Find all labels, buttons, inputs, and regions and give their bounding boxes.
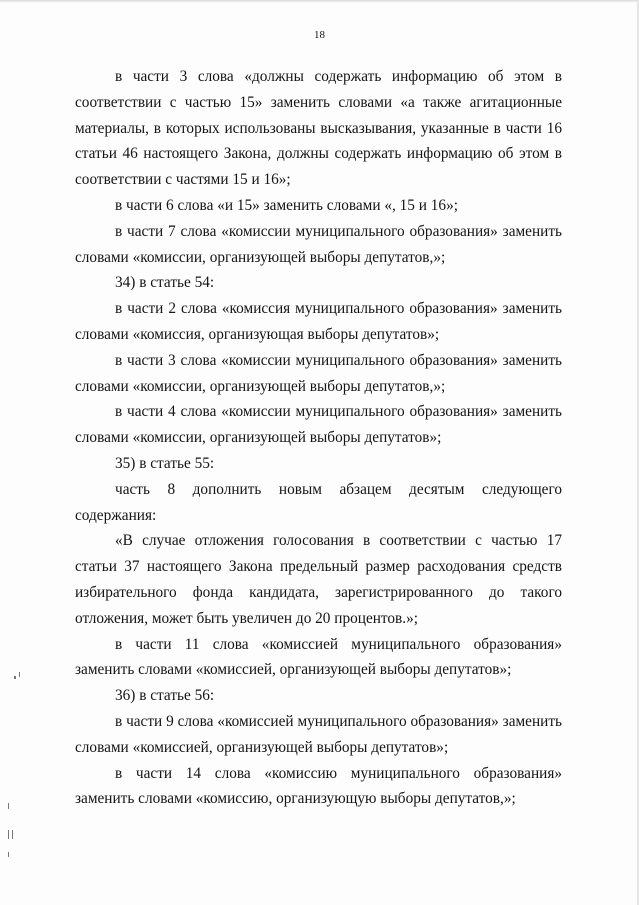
- paragraph: 35) в статье 55:: [115, 454, 215, 472]
- scan-speck: [8, 830, 9, 839]
- scan-speck: [8, 852, 9, 857]
- paragraph: 34) в статье 54:: [115, 274, 215, 292]
- scan-speck: [14, 676, 16, 679]
- paragraph: в части 14 слова «комиссию муниципального образования» заменить словами «комиссию, организующую выборы депутатов,»;: [75, 764, 562, 808]
- scan-speck: [12, 830, 13, 839]
- paragraph: в части 3 слова «должны содержать информацию об этом в соответствии с частью 15» заменить словами «а также агитационные материалы, в которых использованы высказывания, указанные в части 16 статьи 46 настоящего Закона, должны содержать информацию об этом в соответствии с частями 15 и 16»;: [75, 68, 562, 189]
- paragraph: часть 8 дополнить новым абзацем десятым следующего содержания:: [75, 480, 562, 524]
- paragraph: 36) в статье 56:: [115, 687, 215, 705]
- paragraph: в части 4 слова «комиссии муниципального образования» заменить словами «комиссии, организующей выборы депутатов»;: [75, 403, 562, 447]
- paragraph: в части 3 слова «комиссии муниципального образования» заменить словами «комиссии, организующей выборы депутатов,»;: [75, 351, 562, 395]
- page-number: 18: [314, 29, 325, 41]
- paragraph: в части 7 слова «комиссии муниципального образования» заменить словами «комиссии, организующей выборы депутатов,»;: [75, 222, 562, 266]
- paragraph: в части 11 слова «комиссией муниципального образования» заменить словами «комиссией, организующей выборы депутатов»;: [75, 635, 562, 679]
- paragraph: «В случае отложения голосования в соответствии с частью 17 статьи 37 настоящего Закона предельный размер расходования средств избирательного фонда кандидата, зарегистрированного до такого отложения, может быть увеличен до 20 процентов.»;: [75, 532, 562, 627]
- paragraph: в части 6 слова «и 15» заменить словами «, 15 и 16»;: [115, 196, 458, 214]
- document-body: [75, 64, 562, 812]
- scan-edge: [0, 0, 639, 3]
- paragraph: в части 9 слова «комиссией муниципального образования» заменить словами «комиссией, организующей выборы депутатов»;: [75, 712, 562, 756]
- paragraph: в части 2 слова «комиссия муниципального образования» заменить словами «комиссия, организующая выборы депутатов»;: [75, 300, 562, 343]
- scan-speck: [19, 672, 20, 677]
- scan-speck: [8, 803, 9, 809]
